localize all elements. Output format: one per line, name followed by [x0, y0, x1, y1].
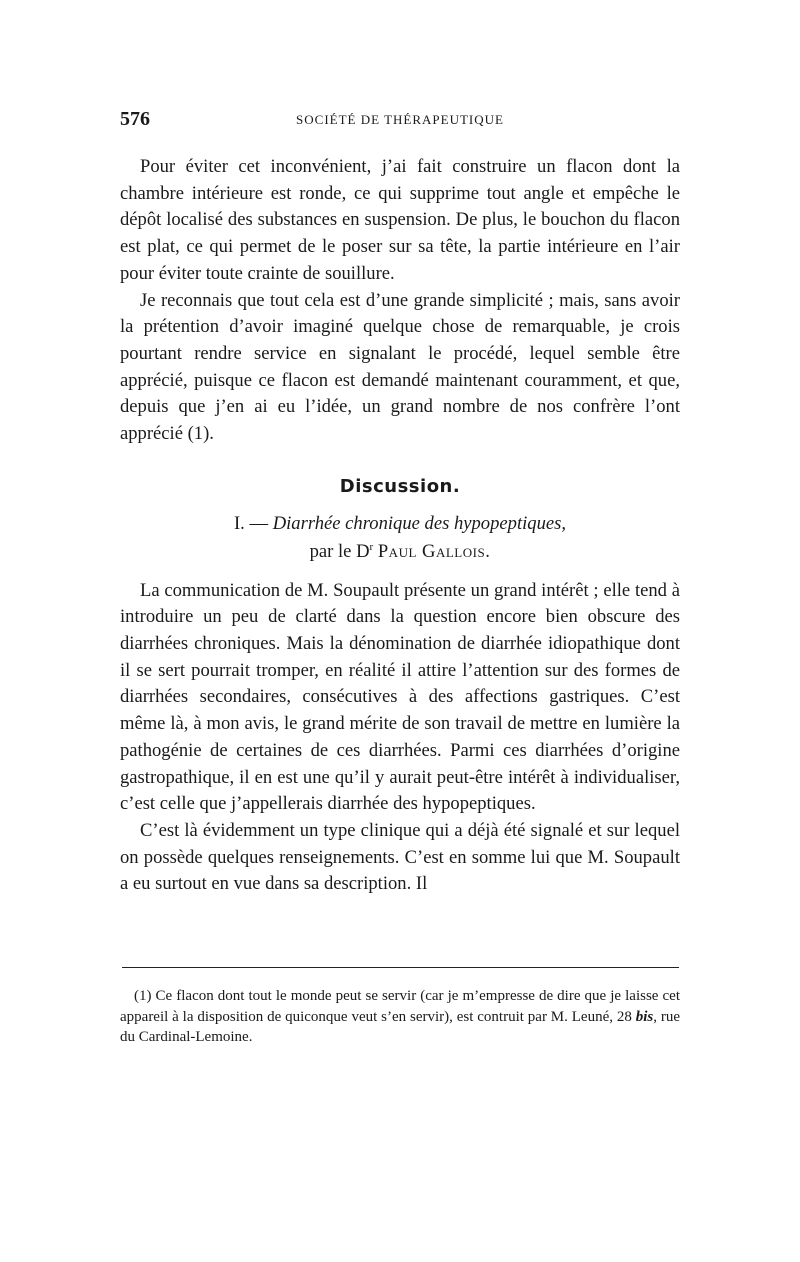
footnote	[120, 986, 680, 1048]
author-prefix-sup: r	[369, 541, 374, 554]
section-heading: Discussion.	[339, 475, 461, 497]
paragraph-clinical-type: C’est là évidemment un type clinique qui a déjà été signalé et sur lequel on possède quelques renseignements. C’est en somme lui que M. Soupault a eu surtout en vue dans sa description. Il	[120, 819, 680, 895]
footnote-text-start: (1) Ce flacon dont tout le monde peut se servir (car je m’empresse de dire que je laisse cet appareil à la disposition de quiconque veut s’en servir), est contruit par M. Leuné, 28	[120, 988, 680, 1025]
paragraph-communication: La communication de M. Soupault présente un grand intérêt ; elle tend à introduire un peu de clarté dans la question encore bien obscure des diarrhées chroniques. Mais la dénomination de diarrhée idiopathique dont il se sert pourrait tromper, en réalité il attire l’attention sur des formes de diarrhées secondaires, consécutives à des affections gastriques. C’est même là, à mon avis, le grand mérite de son travail de mettre en lumière la pathogénie de certaines de ces diarrhées. Parmi ces diarrhées d’origine gastropathique, il en est une qu’il y aurait peut-être intérêt à individualiser, c’est celle que j’appellerais diarrhée des hypopeptiques.	[120, 579, 680, 815]
section-title-text: Diarrhée chronique des hypopeptiques,	[272, 512, 567, 534]
author-name: Paul Gallois.	[377, 541, 491, 563]
footnote-divider	[122, 967, 679, 968]
page-number: 576	[120, 108, 150, 130]
section-number: I. —	[233, 512, 269, 534]
author-prefix: par le D	[309, 541, 370, 563]
section-title	[120, 511, 680, 538]
author-line	[120, 541, 680, 563]
running-head: SOCIÉTÉ DE THÉRAPEUTIQUE	[296, 112, 504, 127]
footnote-bis: bis	[635, 1008, 654, 1025]
paragraph-flacon-design: Pour éviter cet inconvénient, j’ai fait construire un flacon dont la chambre intérieure est ronde, ce qui supprime tout angle et empêche le dépôt localisé des substances en suspension. De plus, le bouchon du flacon est plat, ce qui permet de le poser sur sa tête, la partie intérieure en l’air pour éviter toute crainte de souillure.	[120, 156, 680, 284]
page-header	[120, 108, 680, 136]
footnote-text-end: , rue du Cardinal-Lemoine.	[120, 1008, 680, 1045]
paragraph-simplicity: Je reconnais que tout cela est d’une grande simplicité ; mais, sans avoir la prétention d’avoir imaginé quelque chose de remarquable, je crois pourtant rendre service en signalant le procédé, lequel semble être apprécié, puisque ce flacon est demandé maintenant couramment, et que, depuis que j’en ai eu l’idée, un grand nombre de nos confrère l’ont apprécié (1).	[120, 289, 680, 445]
page-content	[120, 108, 680, 898]
